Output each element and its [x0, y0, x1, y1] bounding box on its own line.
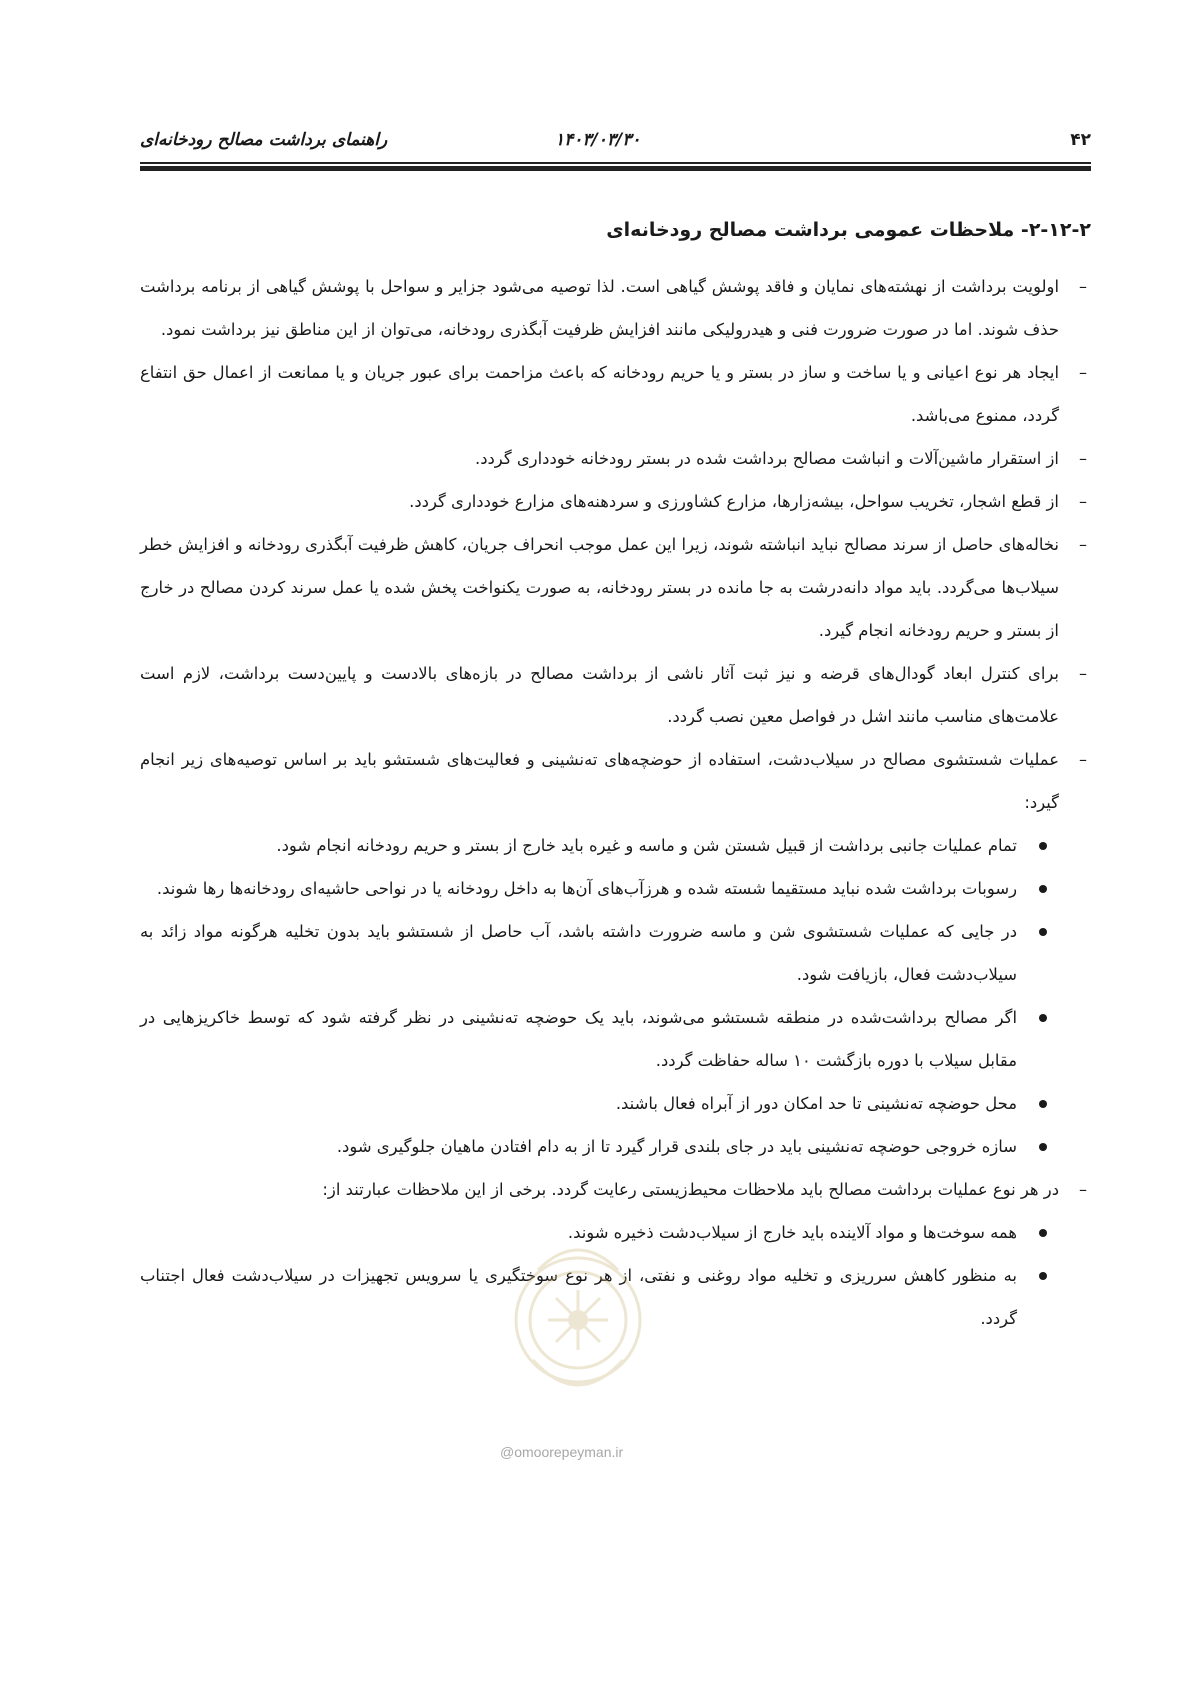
dash-marker: –: [1079, 449, 1087, 468]
dash-marker: –: [1079, 363, 1087, 382]
watermark-text: @omoorepeyman.ir: [500, 1444, 624, 1460]
dash-marker: –: [1079, 664, 1087, 683]
dash-marker: –: [1079, 1180, 1087, 1199]
list-item-text: سازه خروجی حوضچه ته‌نشینی باید در جای بلندی قرار گیرد تا از به دام افتادن ماهیان جلوگیری شود.: [336, 1137, 1017, 1156]
dash-list-item: [140, 480, 1091, 523]
list-item-text: به منظور کاهش سرریزی و تخلیه مواد روغنی و نفتی، از هر نوع سوختگیری یا سرویس تجهیزات در سیلاب‌دشت فعال اجتناب گردد.: [140, 1266, 1017, 1328]
dash-marker: –: [1079, 277, 1087, 296]
list-item-text: برای کنترل ابعاد گودال‌های قرضه و نیز ثبت آثار ناشی از برداشت مصالح در بازه‌های بالادست و پایین‌دست برداشت، لازم است علامت‌های مناسب مانند اشل در فواصل معین نصب گردد.: [140, 664, 1059, 726]
bullet-icon: [1039, 1014, 1047, 1022]
bullet-icon: [1039, 885, 1047, 893]
list-item-text: از استقرار ماشین‌آلات و انباشت مصالح برداشت شده در بستر رودخانه خودداری گردد.: [474, 449, 1059, 468]
list-item-text: در هر نوع عملیات برداشت مصالح باید ملاحظات محیط‌زیستی رعایت گردد. برخی از این ملاحظات عبارتند از:: [322, 1180, 1059, 1199]
header-rule-thin: [140, 162, 1091, 164]
dash-list-item: [140, 351, 1091, 437]
list-item-text: اگر مصالح برداشت‌شده در منطقه شستشو می‌شوند، باید یک حوضچه ته‌نشینی در نظر گرفته شود که توسط خاکریزهایی در مقابل سیلاب با دوره بازگشت ۱۰ ساله حفاظت گردد.: [140, 1008, 1017, 1070]
list-item-text: عملیات شستشوی مصالح در سیلاب‌دشت، استفاده از حوضچه‌های ته‌نشینی و فعالیت‌های شستشو باید بر اساس توصیه‌های زیر انجام گیرد:: [140, 750, 1059, 812]
section-title: ۲-۱۲-۲- ملاحظات عمومی برداشت مصالح رودخانه‌ای: [606, 219, 1091, 241]
list-item-text: از قطع اشجار، تخریب سواحل، بیشه‌زارها، مزارع کشاورزی و سردهنه‌های مزارع خودداری گردد.: [409, 492, 1059, 511]
bullet-icon: [1039, 1100, 1047, 1108]
bullet-list-item: [140, 1125, 1091, 1168]
bullet-icon: [1039, 1272, 1047, 1280]
dash-list-item: [140, 652, 1091, 738]
page-number: ۴۲: [1070, 130, 1091, 150]
dash-list-item: [140, 265, 1091, 351]
main-content: [140, 215, 1091, 1340]
item-list: [140, 265, 1091, 1340]
list-item-text: تمام عملیات جانبی برداشت از قبیل شستن شن و ماسه و غیره باید خارج از بستر و حریم رودخانه انجام شود.: [276, 836, 1017, 855]
bullet-icon: [1039, 1229, 1047, 1237]
bullet-list-item: [140, 1254, 1091, 1340]
dash-list-item: [140, 523, 1091, 652]
bullet-list-item: [140, 910, 1091, 996]
bullet-icon: [1039, 842, 1047, 850]
bullet-list-item: [140, 996, 1091, 1082]
dash-marker: –: [1079, 492, 1087, 511]
list-item-text: اولویت برداشت از نهشته‌های نمایان و فاقد پوشش گیاهی است. لذا توصیه می‌شود جزایر و سواحل با پوشش گیاهی از برنامه برداشت حذف شوند. اما در صورت ضرورت فنی و هیدرولیکی مانند افزایش ظرفیت آبگذری رودخانه، می‌توان از این مناطق نیز برداشت نمود.: [140, 277, 1059, 339]
bullet-icon: [1039, 1143, 1047, 1151]
dash-list-item: [140, 437, 1091, 480]
header-rule-thick: [140, 166, 1091, 171]
bullet-list-item: [140, 1211, 1091, 1254]
page-header: [140, 130, 1091, 162]
list-item-text: در جایی که عملیات شستشوی شن و ماسه ضرورت داشته باشد، آب حاصل از شستشو باید بدون تخلیه هرگونه مواد زائد به سیلاب‌دشت فعال، بازیافت شود.: [140, 922, 1017, 984]
header-title: راهنمای برداشت مصالح رودخانه‌ای: [140, 130, 388, 150]
bullet-list-item: [140, 867, 1091, 910]
dash-marker: –: [1079, 750, 1087, 769]
dash-list-item: [140, 738, 1091, 824]
list-item-text: ایجاد هر نوع اعیانی و یا ساخت و ساز در بستر و یا حریم رودخانه که باعث مزاحمت برای عبور جریان و یا ممانعت از اعمال حق انتفاع گردد، ممنوع می‌باشد.: [140, 363, 1059, 425]
dash-list-item: [140, 1168, 1091, 1211]
dash-marker: –: [1079, 535, 1087, 554]
bullet-list-item: [140, 824, 1091, 867]
list-item-text: رسوبات برداشت شده نباید مستقیما شسته شده و هرزآب‌های آن‌ها به داخل رودخانه یا در نواحی حاشیه‌ای رودخانه‌ها رها شوند.: [156, 879, 1017, 898]
list-item-text: همه سوخت‌ها و مواد آلاینده باید خارج از سیلاب‌دشت ذخیره شوند.: [567, 1223, 1017, 1242]
header-date: ۱۴۰۳/۰۳/۳۰: [555, 130, 641, 150]
bullet-icon: [1039, 928, 1047, 936]
bullet-list-item: [140, 1082, 1091, 1125]
list-item-text: محل حوضچه ته‌نشینی تا حد امکان دور از آبراه فعال باشند.: [615, 1094, 1017, 1113]
list-item-text: نخاله‌های حاصل از سرند مصالح نباید انباشته شوند، زیرا این عمل موجب انحراف جریان، کاهش ظرفیت آبگذری رودخانه و افزایش خطر سیلاب‌ها می‌گردد. باید مواد دانه‌درشت به جا مانده در بستر رودخانه، به صورت یکنواخت پخش شده یا عمل سرند کردن مصالح در خارج از بستر و حریم رودخانه انجام گیرد.: [140, 535, 1059, 640]
